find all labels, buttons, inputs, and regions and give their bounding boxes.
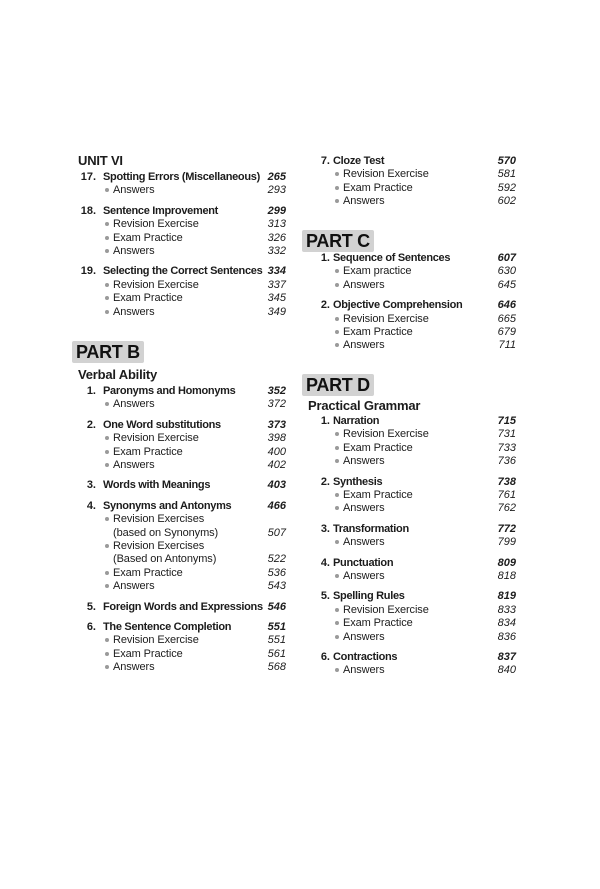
bullet-icon [105, 402, 109, 406]
toc-subentry[interactable] [300, 194, 600, 208]
toc-subentry[interactable] [300, 325, 600, 339]
toc-subentry[interactable] [300, 488, 600, 502]
subentry-label: Exam Practice [113, 566, 183, 579]
subentry-page: 543 [267, 580, 286, 593]
subentry-label: Answers [113, 398, 155, 411]
subentry-page: 818 [497, 570, 516, 582]
toc-entry[interactable] [300, 475, 600, 489]
subentry-page: 630 [497, 265, 516, 278]
toc-entry[interactable] [0, 418, 300, 432]
subentry-page: 679 [497, 326, 516, 338]
subentry-label: Answers [343, 502, 385, 515]
toc-entry[interactable] [0, 264, 300, 278]
toc-entry[interactable] [300, 650, 600, 664]
subentry-label: Exam Practice [113, 445, 183, 458]
entry-page: 809 [497, 556, 516, 569]
entry-title: The Sentence Completion [103, 621, 232, 633]
bullet-icon [105, 463, 109, 467]
bullet-icon [335, 199, 339, 203]
bullet-icon [335, 446, 339, 450]
bullet-icon [335, 343, 339, 347]
subentry-label: Exam Practice [343, 441, 413, 454]
toc-subentry[interactable] [0, 633, 300, 647]
entry-page: 607 [497, 252, 516, 264]
bullet-icon [335, 317, 339, 321]
subentry-label: Revision Exercises [113, 540, 205, 552]
entry-title: Objective Comprehension [333, 299, 463, 312]
toc-subentry[interactable] [300, 501, 600, 515]
toc-subentry[interactable] [0, 278, 300, 292]
toc-subentry[interactable] [300, 338, 600, 352]
toc-subentry[interactable] [0, 183, 300, 197]
verbal-ability-heading: Verbal Ability [78, 367, 158, 382]
toc-subentry[interactable] [0, 458, 300, 472]
subentry-label: Answers [343, 536, 385, 549]
toc-entry[interactable] [0, 204, 300, 218]
toc-subentry[interactable] [300, 616, 600, 630]
subentry-page: 834 [497, 617, 516, 630]
bullet-icon [105, 236, 109, 240]
subentry-page: 733 [497, 441, 516, 454]
entry-number: 2. [320, 299, 330, 312]
toc-subentry[interactable] [300, 278, 600, 292]
subentry-label: Answers [343, 455, 385, 468]
subentry-label: Answers [113, 184, 155, 197]
bullet-icon [335, 574, 339, 578]
entry-number: 3. [86, 479, 96, 492]
entry-title: Cloze Test [333, 155, 385, 167]
entry-page: 466 [267, 499, 286, 512]
subentry-label: Revision Exercise [343, 168, 429, 181]
part-d-badge: PART D [302, 374, 374, 396]
entry-number: 7. [320, 155, 330, 167]
entry-number: 4. [320, 556, 330, 569]
toc-subentry[interactable] [300, 535, 600, 549]
toc-subentry[interactable] [0, 566, 300, 580]
subentry-page: 293 [267, 184, 286, 197]
bullet-icon [335, 283, 339, 287]
entry-number: 6. [86, 621, 96, 633]
toc-subentry[interactable] [0, 660, 300, 674]
subentry-label: Exam Practice [113, 647, 183, 660]
toc-subentry[interactable] [300, 167, 600, 181]
toc-subentry[interactable] [0, 397, 300, 411]
bullet-icon [335, 330, 339, 334]
subentry-label: Answers [113, 580, 155, 593]
subentry-page: 536 [267, 566, 286, 579]
entry-number: 3. [320, 522, 330, 535]
subentry-label: Answers [113, 661, 155, 674]
toc-entry[interactable] [300, 251, 600, 265]
toc-subentry[interactable] [0, 217, 300, 231]
subentry-page: 561 [267, 647, 286, 660]
subentry-label: Exam Practice [343, 181, 413, 194]
subentry-page: 337 [267, 278, 286, 291]
toc-subentry[interactable] [0, 512, 300, 526]
bullet-icon [335, 269, 339, 273]
bullet-icon [105, 188, 109, 192]
bullet-icon [105, 665, 109, 669]
entry-page: 738 [497, 475, 516, 488]
toc-subentry[interactable] [0, 552, 300, 566]
subentry-page: 761 [497, 489, 516, 501]
toc-subentry[interactable] [300, 454, 600, 468]
subentry-label: (Based on Antonyms) [113, 553, 217, 566]
subentry-page: 731 [497, 428, 516, 441]
bullet-icon [105, 450, 109, 454]
practical-grammar-heading: Practical Grammar [308, 398, 421, 413]
entry-number: 4. [86, 499, 96, 512]
subentry-page: 711 [498, 339, 516, 352]
entry-title: Words with Meanings [103, 479, 211, 492]
toc-subentry[interactable] [300, 264, 600, 278]
subentry-label: Answers [113, 245, 155, 257]
entry-number: 1. [320, 252, 330, 264]
toc-entry[interactable] [0, 478, 300, 492]
toc-subentry[interactable] [300, 569, 600, 583]
toc-entry[interactable] [0, 384, 300, 398]
entry-page: 837 [497, 651, 516, 663]
bullet-icon [335, 493, 339, 497]
toc-subentry[interactable] [300, 630, 600, 644]
subentry-label: Revision Exercise [113, 432, 199, 445]
subentry-page: 836 [497, 630, 516, 643]
entry-number: 17. [80, 171, 96, 183]
bullet-icon [105, 296, 109, 300]
bullet-icon [105, 249, 109, 253]
toc-subentry[interactable] [300, 312, 600, 326]
bullet-icon [105, 584, 109, 588]
subentry-label: Exam Practice [343, 489, 413, 501]
entry-number: 18. [80, 204, 96, 217]
subentry-label: Answers [343, 630, 385, 643]
subentry-page: 349 [267, 305, 286, 318]
toc-entry[interactable] [300, 154, 600, 168]
subentry-page: 551 [267, 634, 286, 647]
bullet-icon [335, 459, 339, 463]
entry-page: 772 [497, 522, 516, 535]
entry-page: 819 [497, 590, 516, 603]
toc-subentry[interactable] [300, 603, 600, 617]
subentry-label: Answers [113, 459, 155, 471]
entry-page: 403 [267, 479, 286, 492]
bullet-icon [105, 544, 109, 548]
entry-page: 715 [497, 415, 516, 427]
toc-subentry[interactable] [300, 441, 600, 455]
entry-page: 299 [267, 204, 286, 217]
subentry-page: 522 [267, 553, 286, 566]
entry-title: Sentence Improvement [103, 204, 219, 217]
entry-page: 352 [267, 385, 286, 397]
toc-subentry[interactable] [0, 431, 300, 445]
toc-entry[interactable] [0, 600, 300, 614]
entry-page: 570 [497, 155, 516, 167]
subentry-label: Answers [343, 278, 385, 291]
subentry-page: 507 [267, 526, 286, 539]
toc-subentry[interactable] [0, 445, 300, 459]
subentry-page: 568 [267, 661, 286, 674]
entry-title: Narration [333, 415, 380, 427]
subentry-page: 402 [267, 459, 286, 471]
bullet-icon [335, 540, 339, 544]
subentry-label: Exam Practice [343, 326, 413, 338]
entry-title: Sequence of Sentences [333, 252, 451, 264]
bullet-icon [105, 436, 109, 440]
toc-subentry[interactable] [0, 244, 300, 258]
entry-page: 334 [267, 265, 286, 278]
entry-title: Paronyms and Homonyms [103, 385, 236, 397]
subentry-label: Exam Practice [113, 231, 183, 244]
unit-heading: UNIT VI [78, 153, 123, 168]
entry-title: Spelling Rules [333, 590, 405, 603]
bullet-icon [335, 432, 339, 436]
toc-subentry[interactable] [0, 305, 300, 319]
toc-subentry[interactable] [0, 579, 300, 593]
subentry-label: Revision Exercise [113, 278, 199, 291]
subentry-label: Revision Exercise [113, 218, 199, 231]
subentry-page: 602 [497, 195, 516, 208]
entry-page: 546 [267, 600, 286, 613]
bullet-icon [335, 621, 339, 625]
subentry-page: 313 [267, 218, 286, 231]
entry-title: Synonyms and Antonyms [103, 499, 232, 512]
bullet-icon [335, 172, 339, 176]
subentry-page: 332 [267, 245, 286, 257]
subentry-label: Answers [343, 664, 385, 677]
toc-subentry[interactable] [0, 539, 300, 553]
entry-number: 5. [86, 600, 96, 613]
entry-number: 1. [86, 385, 96, 397]
bullet-icon [105, 571, 109, 575]
toc-entry[interactable] [0, 170, 300, 184]
subentry-label: Exam practice [343, 265, 412, 278]
entry-title: One Word substitutions [103, 418, 221, 431]
entry-page: 646 [497, 299, 516, 312]
entry-number: 19. [80, 265, 96, 278]
toc-entry[interactable] [300, 589, 600, 603]
toc-entry[interactable] [0, 499, 300, 513]
subentry-label: Revision Exercise [113, 634, 199, 647]
entry-title: Transformation [333, 522, 409, 535]
entry-title: Foreign Words and Expressions [103, 600, 263, 613]
entry-title: Contractions [333, 651, 398, 663]
toc-entry[interactable] [300, 556, 600, 570]
subentry-page: 840 [497, 664, 516, 677]
bullet-icon [105, 283, 109, 287]
entry-page: 373 [267, 418, 286, 431]
entry-title: Spotting Errors (Miscellaneous) [103, 171, 260, 183]
bullet-icon [335, 186, 339, 190]
subentry-page: 592 [497, 181, 516, 194]
toc-entry[interactable] [300, 414, 600, 428]
entry-page: 265 [267, 171, 286, 183]
toc-subentry[interactable] [300, 663, 600, 677]
subentry-page: 345 [267, 292, 286, 305]
subentry-label: Revision Exercise [343, 603, 429, 616]
bullet-icon [105, 222, 109, 226]
entry-title: Punctuation [333, 556, 394, 569]
subentry-label: Answers [113, 305, 155, 318]
entry-title: Synthesis [333, 475, 383, 488]
toc-subentry[interactable] [300, 427, 600, 441]
toc-subentry[interactable] [0, 291, 300, 305]
bullet-icon [335, 635, 339, 639]
bullet-icon [335, 608, 339, 612]
subentry-page: 762 [497, 502, 516, 515]
subentry-page: 372 [267, 398, 286, 411]
toc-entry[interactable] [0, 620, 300, 634]
subentry-label: (based on Synonyms) [113, 526, 219, 539]
bullet-icon [105, 652, 109, 656]
bullet-icon [105, 310, 109, 314]
subentry-page: 665 [497, 312, 516, 325]
entry-number: 5. [320, 590, 330, 603]
toc-subentry[interactable] [300, 181, 600, 195]
part-c-badge: PART C [302, 230, 374, 252]
bullet-icon [105, 638, 109, 642]
subentry-label: Revision Exercise [343, 428, 429, 441]
subentry-page: 326 [267, 231, 286, 244]
subentry-label: Answers [343, 195, 385, 208]
entry-number: 1. [320, 415, 330, 427]
entry-page: 551 [267, 621, 286, 633]
subentry-label: Answers [343, 570, 385, 582]
subentry-label: Answers [343, 339, 385, 352]
entry-number: 2. [320, 475, 330, 488]
subentry-page: 400 [267, 445, 286, 458]
subentry-label: Exam Practice [343, 617, 413, 630]
subentry-page: 398 [267, 432, 286, 445]
subentry-page: 645 [497, 278, 516, 291]
entry-number: 2. [86, 418, 96, 431]
toc-subentry[interactable] [0, 647, 300, 661]
subentry-label: Revision Exercises [113, 513, 205, 526]
bullet-icon [335, 506, 339, 510]
subentry-page: 581 [497, 168, 516, 181]
entry-number: 6. [320, 651, 330, 663]
bullet-icon [105, 517, 109, 521]
subentry-label: Revision Exercise [343, 312, 429, 325]
bullet-icon [335, 668, 339, 672]
part-b-badge: PART B [72, 341, 144, 363]
toc-subentry[interactable] [0, 231, 300, 245]
toc-entry[interactable] [300, 298, 600, 312]
subentry-page: 736 [497, 455, 516, 468]
subentry-page: 799 [497, 536, 516, 549]
subentry-label: Exam Practice [113, 292, 183, 305]
subentry-page: 833 [497, 603, 516, 616]
toc-entry[interactable] [300, 522, 600, 536]
toc-subentry[interactable] [0, 526, 300, 540]
entry-title: Selecting the Correct Sentences [103, 265, 263, 278]
